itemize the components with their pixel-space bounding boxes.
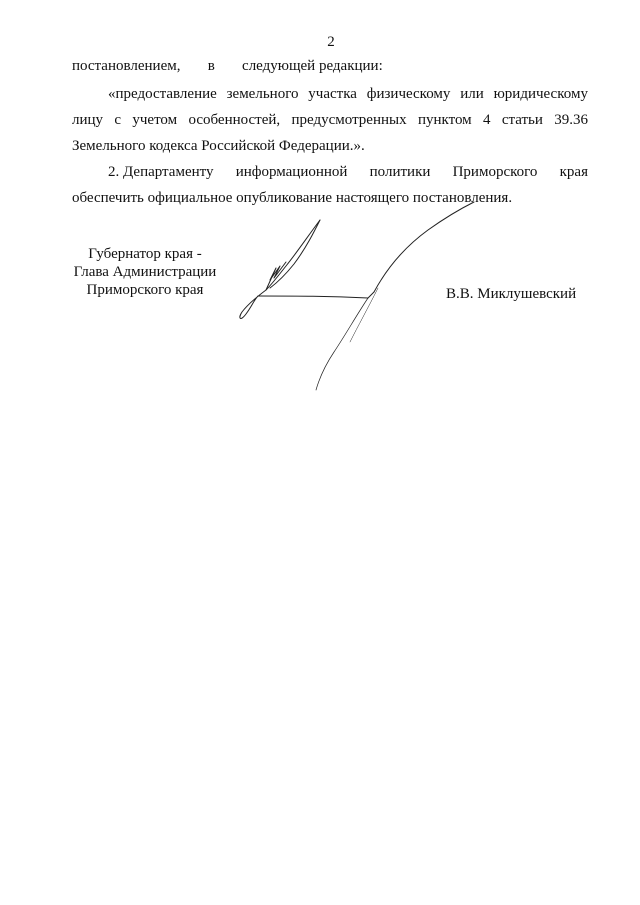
text-fragment: учетом [132,112,178,128]
text-fragment: лицу [72,112,104,128]
paragraph-line [72,56,588,76]
text-fragment: следующей редакции: [242,58,383,74]
text-fragment: с [114,112,122,128]
text-fragment: политики [369,164,431,180]
paragraph-line [108,84,588,104]
paragraph-line [108,162,588,182]
text-fragment: информационной [235,164,348,180]
paragraph-line: обеспечить официальное опубликование настоящего постановления. [72,190,513,206]
text-fragment: земельного [226,86,299,102]
text-fragment: пунктом [417,112,472,128]
text-fragment: статьи [501,112,543,128]
signatory-title-line: Губернатор края - [88,246,202,262]
text-fragment: 2. Департаменту [108,164,214,180]
text-fragment: «предоставление [108,86,217,102]
signatory-title-line: Глава Администрации [73,264,217,280]
text-fragment: физическому [366,86,451,102]
text-fragment: предусмотренных [291,112,407,128]
text-fragment: Приморского [452,164,538,180]
text-fragment: участка [308,86,357,102]
signatory-title [60,245,230,299]
paragraph-line [72,110,588,130]
text-fragment: особенностей, [188,112,281,128]
text-fragment: юридическому [493,86,588,102]
page-number: 2 [327,34,335,50]
signatory-title-line: Приморского края [86,282,204,298]
text-fragment: 39.36 [554,112,588,128]
text-fragment: постановлением, [72,58,181,74]
paragraph-line: Земельного кодекса Российской Федерации.». [72,138,365,154]
text-fragment: края [559,164,588,180]
text-fragment: или [460,86,484,102]
signatory-name: В.В. Миклушевский [446,286,577,302]
text-fragment: в [207,58,215,74]
text-fragment: 4 [482,112,491,128]
